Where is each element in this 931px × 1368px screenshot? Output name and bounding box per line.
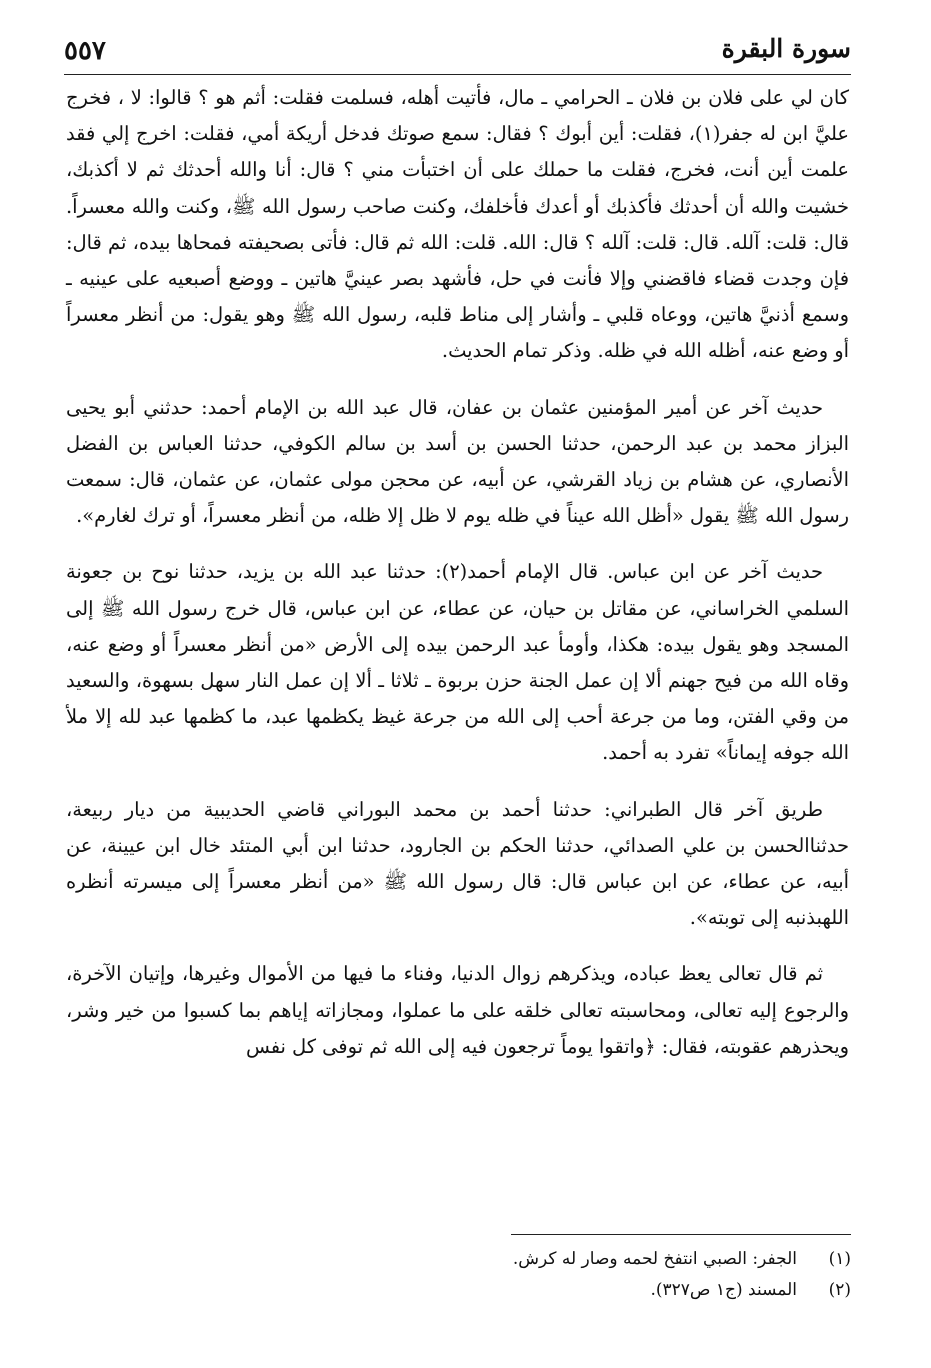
footnote-divider bbox=[511, 1234, 851, 1235]
page-header bbox=[64, 30, 851, 75]
page-number: ٥٥٧ bbox=[64, 36, 106, 66]
footnote bbox=[66, 1244, 851, 1275]
footnote-text: المسند (ج١ ص٣٢٧). bbox=[650, 1280, 797, 1300]
paragraph: طريق آخر قال الطبراني: حدثنا أحمد بن محمد البوراني قاضي الحديبية من ديار ربيعة، حدثناالحسن بن علي الصدائي، حدثنا الحكم بن الجارود، حدثنا ابن أبي المتئد خال ابن عيينة، عن أبيه، عن عطاء، عن ابن عباس قال: قال رسول الله ﷺ «من أنظر معسراً إلى ميسرته أنظره اللهبذنبه إلى توبته». bbox=[66, 797, 849, 930]
paragraph: ثم قال تعالى يعظ عباده، ويذكرهم زوال الدنيا، وفناء ما فيها من الأموال وغيرها، وإتيان الآخرة، والرجوع إليه تعالى، ومحاسبته تعالى خلقه على ما عملوا، ومجازاته إياهم بما كسبوا من خير وشر، ويحذرهم عقوبته، فقال: ﴿واتقوا يوماً ترجعون فيه إلى الله ثم توفى كل نفس bbox=[66, 962, 849, 1058]
footnote-number: (٢) bbox=[828, 1280, 851, 1300]
footnotes bbox=[66, 1244, 851, 1306]
footnote-text: الجفر: الصبي انتفخ لحمه وصار له كرش. bbox=[512, 1249, 797, 1269]
paragraph: حديث آخر عن ابن عباس. قال الإمام أحمد(٢): حدثنا عبد الله بن يزيد، حدثنا نوح بن جعونة السلمي الخراساني، عن مقاتل بن حيان، عن عطاء، عن ابن عباس، قال خرج رسول الله ﷺ إلى المسجد وهو يقول بيده: هكذا، وأومأ عبد الرحمن بيده إلى الأرض «من أنظر معسراً أو وضع عنه، وقاه الله من فيح جهنم ألا إن عمل الجنة حزن بربوة ـ ثلاثا ـ ألا إن عمل النار سهل بسهوة، والسعيد من وقي الفتن، وما من جرعة أحب إلى الله من جرعة غيظ يكظمها عبد، ما كظمها عبد لله إلا ملأ الله جوفه إيماناً» تفرد به أحمد. bbox=[66, 560, 849, 765]
paragraph: حديث آخر عن أمير المؤمنين عثمان بن عفان، قال عبد الله بن الإمام أحمد: حدثني أبو يحيى البزاز محمد بن عبد الرحمن، حدثنا الحسن بن أسد بن سالم الكوفي، حدثنا العباس بن الفضل الأنصاري، عن هشام بن زياد القرشي، عن أبيه، عن محجن مولى عثمان، عن عثمان، قال: سمعت رسول الله ﷺ يقول «أظل الله عيناً في ظله يوم لا ظل إلا ظله، من أنظر معسراً، أو ترك لغارم». bbox=[66, 395, 849, 528]
main-text bbox=[66, 80, 849, 1085]
paragraph: كان لي على فلان بن فلان ـ الحرامي ـ مال، فأتيت أهله، فسلمت فقلت: أثم هو ؟ قالوا: لا ، فخرج عليَّ ابن له جفر(١)، فقلت: أين أبوك ؟ فقال: سمع صوتك فدخل أريكة أمي، فقلت: اخرج إلي فقد علمت أين أنت، فخرج، فقلت ما حملك على أن اختبأت مني ؟ قال: أنا والله أحدثك ثم لا أكذبك، خشيت والله أن أحدثك فأكذبك أو أعدك فأخلفك، وكنت صاحب رسول الله ﷺ، وكنت والله معسراً. قال: قلت: آلله. قال: قلت: آلله ؟ قال: الله. قلت: الله ثم قال: فأتى بصحيفته فمحاها بيده، ثم قال: فإن وجدت قضاء فاقضني وإلا فأنت في حل، فأشهد بصر عينيَّ هاتين ـ ووضع أصبعيه على عينيه ـ وسمع أذنيَّ هاتين، ووعاه قلبي ـ وأشار إلى مناط قلبه، رسول الله ﷺ وهو يقول: من أنظر معسراً أو وضع عنه، أظله الله في ظله. وذكر تمام الحديث. bbox=[66, 86, 849, 363]
footnote bbox=[66, 1275, 851, 1306]
footnote-number: (١) bbox=[828, 1249, 851, 1269]
surah-title: سورة البقرة bbox=[721, 34, 851, 63]
